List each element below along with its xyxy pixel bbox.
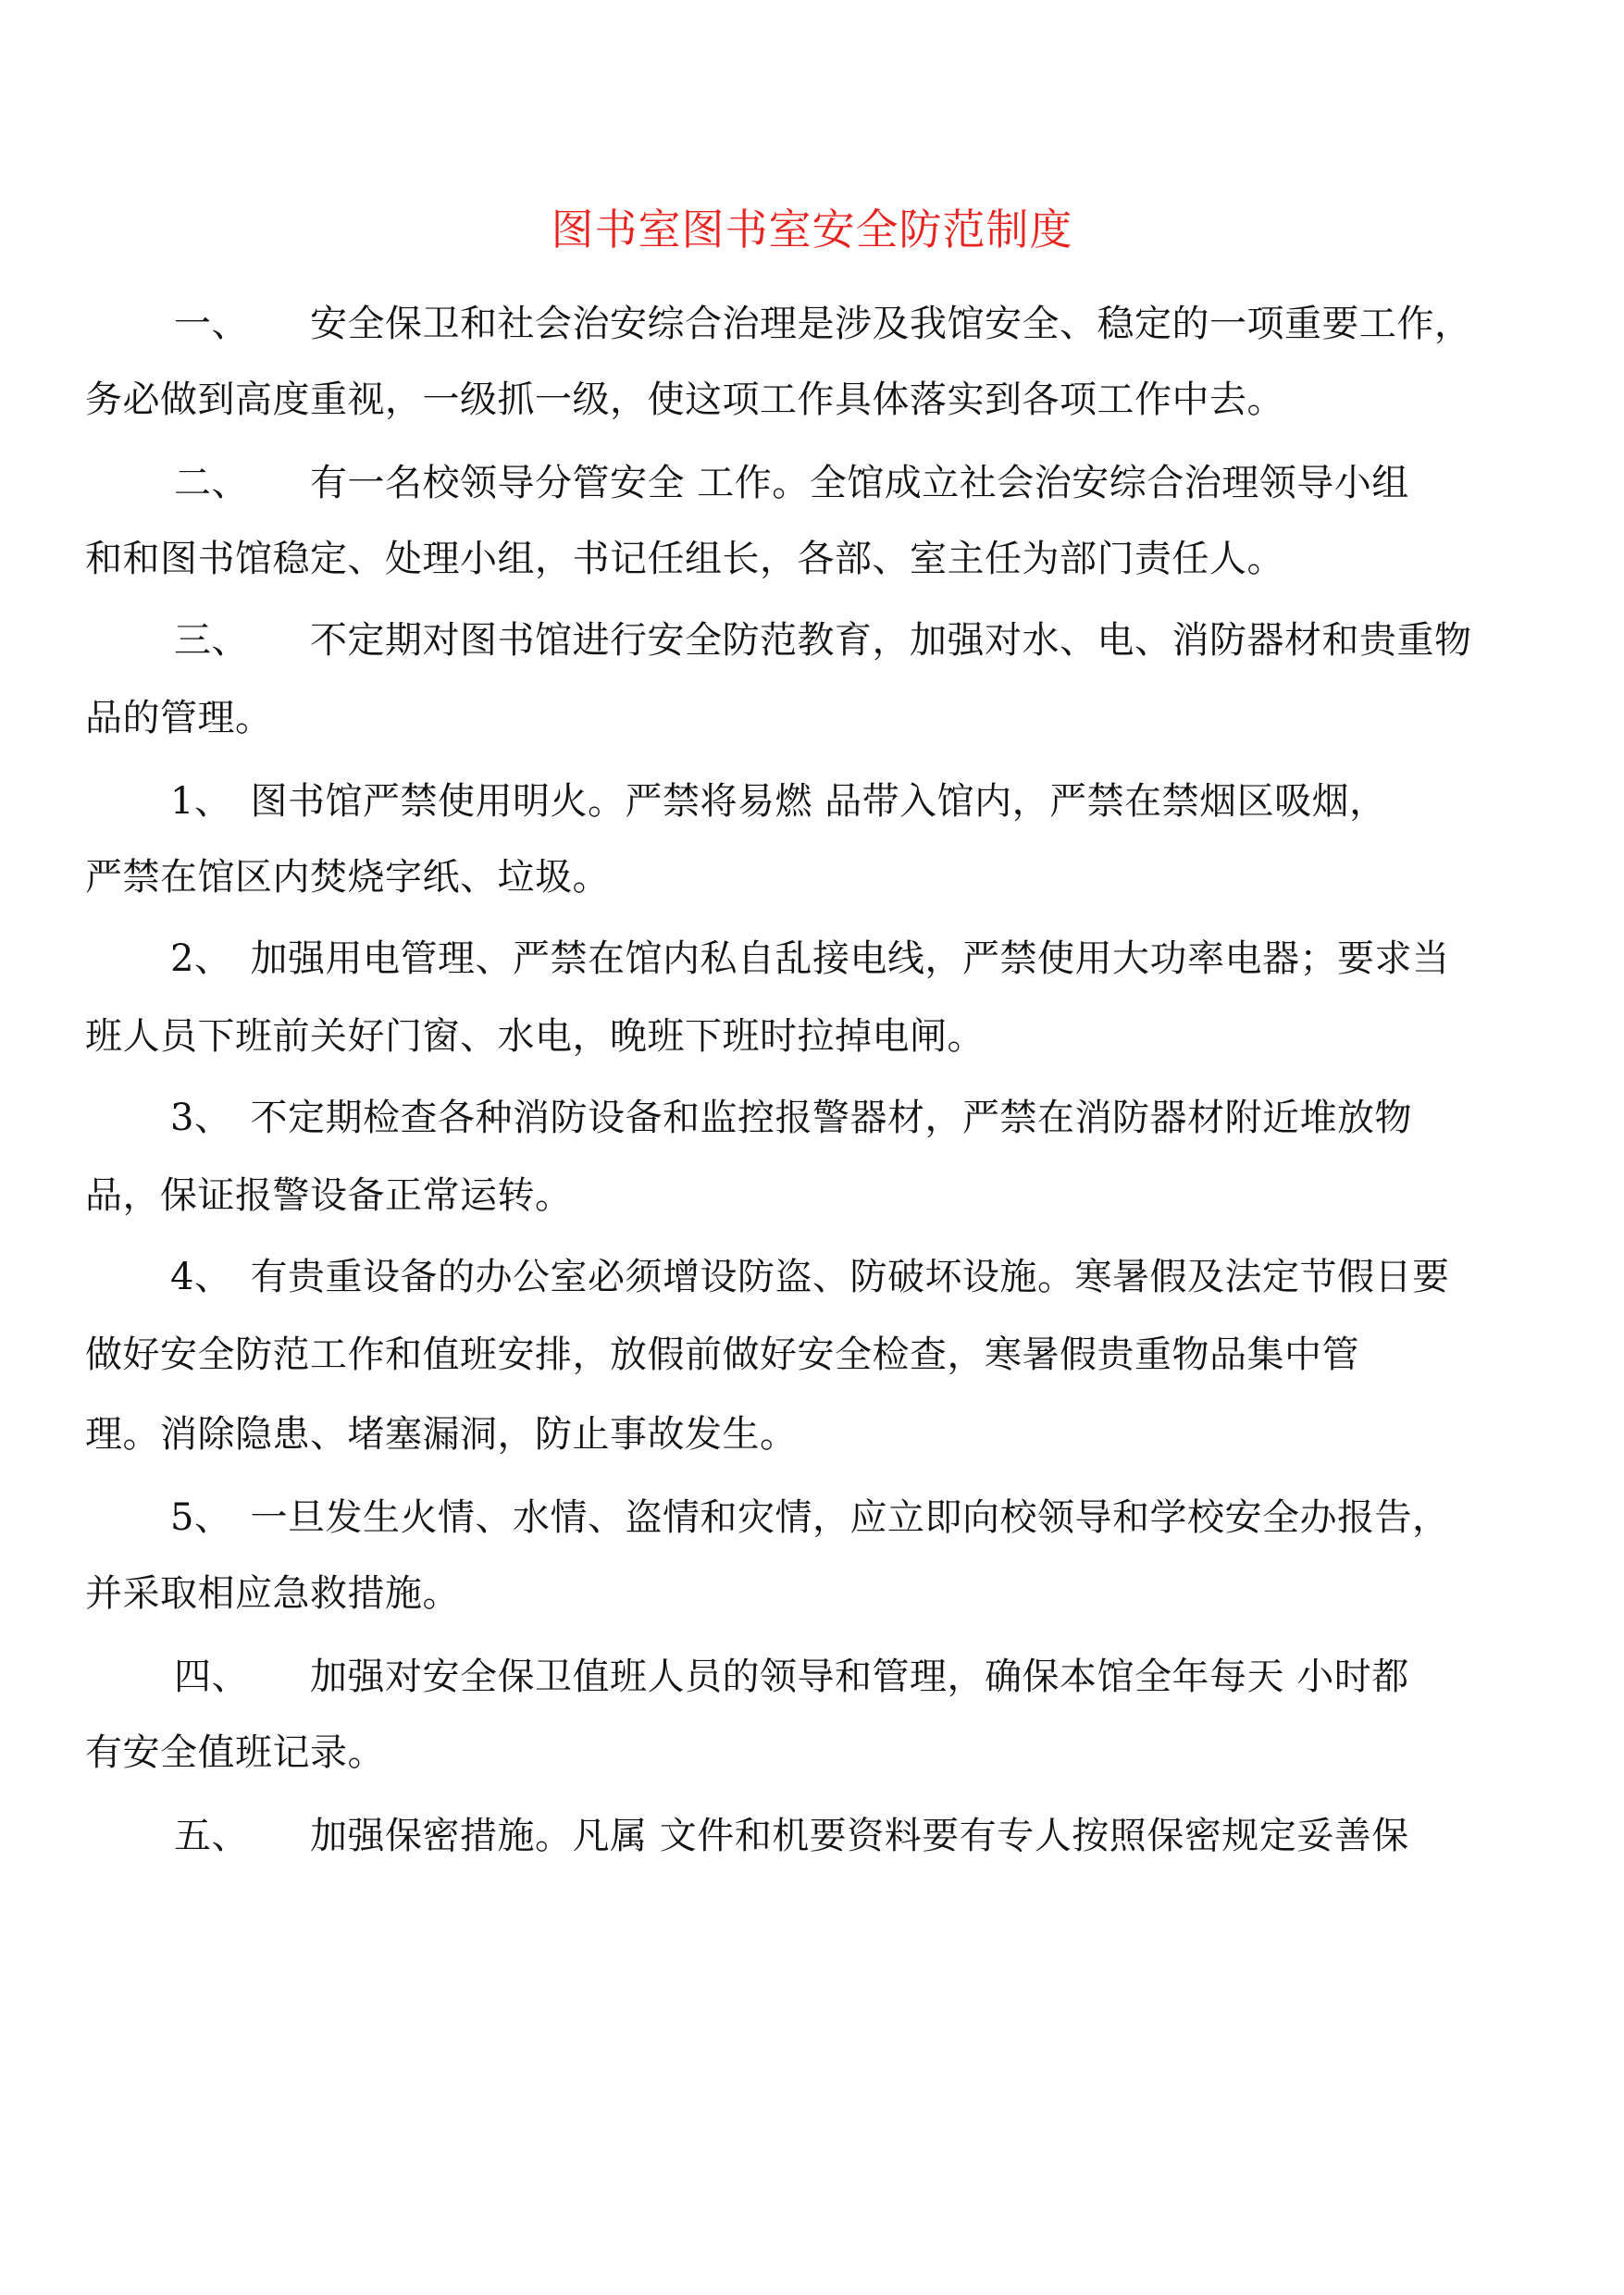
paragraph-text: 加强保密措施。凡属 文件和机要资料要有专人按照保密规定妥善保 <box>310 1815 1409 1857</box>
section-1-first-line <box>174 298 1472 350</box>
item-marker: 3、 <box>170 1097 232 1139</box>
section-2-second-line: 和和图书馆稳定、处理小组，书记任组长，各部、室主任为部门责任人。 <box>85 538 1284 580</box>
item-3-first-line <box>170 1092 1412 1144</box>
paragraph-text: 图书馆严禁使用明火。严禁将易燃 品带入馆内，严禁在禁烟区吸烟， <box>250 780 1387 823</box>
item-marker: 2、 <box>170 937 232 980</box>
section-3-first-line <box>174 614 1472 666</box>
paragraph-text: 一旦发生火情、水情、盗情和灾情，应立即向校领导和学校安全办报告， <box>250 1496 1450 1539</box>
section-4-first-line <box>174 1651 1409 1703</box>
paragraph-text: 有一名校领导分管安全 工作。全馆成立社会治安综合治理领导小组 <box>310 462 1409 504</box>
item-4-third-line: 理。消除隐患、堵塞漏洞，防止事故发生。 <box>85 1413 798 1456</box>
section-2-first-line <box>174 457 1409 509</box>
section-4-second-line: 有安全值班记录。 <box>85 1731 385 1774</box>
item-1-first-line <box>170 775 1387 827</box>
item-marker: 1、 <box>170 780 232 823</box>
paragraph-text: 有贵重设备的办公室必须增设防盗、防破坏设施。寒暑假及法定节假日要 <box>250 1256 1450 1298</box>
section-marker: 一、 <box>174 303 249 345</box>
paragraph-text: 安全保卫和社会治安综合治理是涉及我馆安全、稳定的一项重要工作， <box>310 303 1472 345</box>
item-marker: 4、 <box>170 1256 232 1298</box>
paragraph-text: 加强用电管理、严禁在馆内私自乱接电线，严禁使用大功率电器；要求当 <box>250 937 1450 980</box>
paragraph-text: 不定期检查各种消防设备和监控报警器材，严禁在消防器材附近堆放物 <box>250 1097 1412 1139</box>
document-title: 图书室图书室安全防范制度 <box>551 205 1073 254</box>
item-marker: 5、 <box>170 1496 232 1539</box>
item-3-second-line: 品，保证报警设备正常运转。 <box>85 1174 573 1217</box>
item-5-first-line <box>170 1492 1449 1544</box>
section-5-first-line <box>174 1810 1409 1862</box>
item-5-second-line: 并采取相应急救措施。 <box>85 1572 460 1615</box>
item-4-second-line: 做好安全防范工作和值班安排，放假前做好安全检查，寒暑假贵重物品集中管 <box>85 1334 1359 1376</box>
section-marker: 五、 <box>174 1815 249 1857</box>
section-3-second-line: 品的管理。 <box>85 697 273 739</box>
item-2-second-line: 班人员下班前关好门窗、水电，晚班下班时拉掉电闸。 <box>85 1015 985 1058</box>
section-marker: 四、 <box>174 1656 249 1698</box>
section-marker: 三、 <box>174 619 249 662</box>
paragraph-text: 不定期对图书馆进行安全防范教育，加强对水、电、消防器材和贵重物 <box>310 619 1472 662</box>
paragraph-text: 加强对安全保卫值班人员的领导和管理，确保本馆全年每天 小时都 <box>310 1656 1409 1698</box>
item-4-first-line <box>170 1251 1449 1303</box>
section-marker: 二、 <box>174 462 249 504</box>
section-1-second-line: 务必做到高度重视，一级抓一级，使这项工作具体落实到各项工作中去。 <box>85 378 1284 421</box>
item-2-first-line <box>170 933 1449 985</box>
item-1-second-line: 严禁在馆区内焚烧字纸、垃圾。 <box>85 856 610 899</box>
